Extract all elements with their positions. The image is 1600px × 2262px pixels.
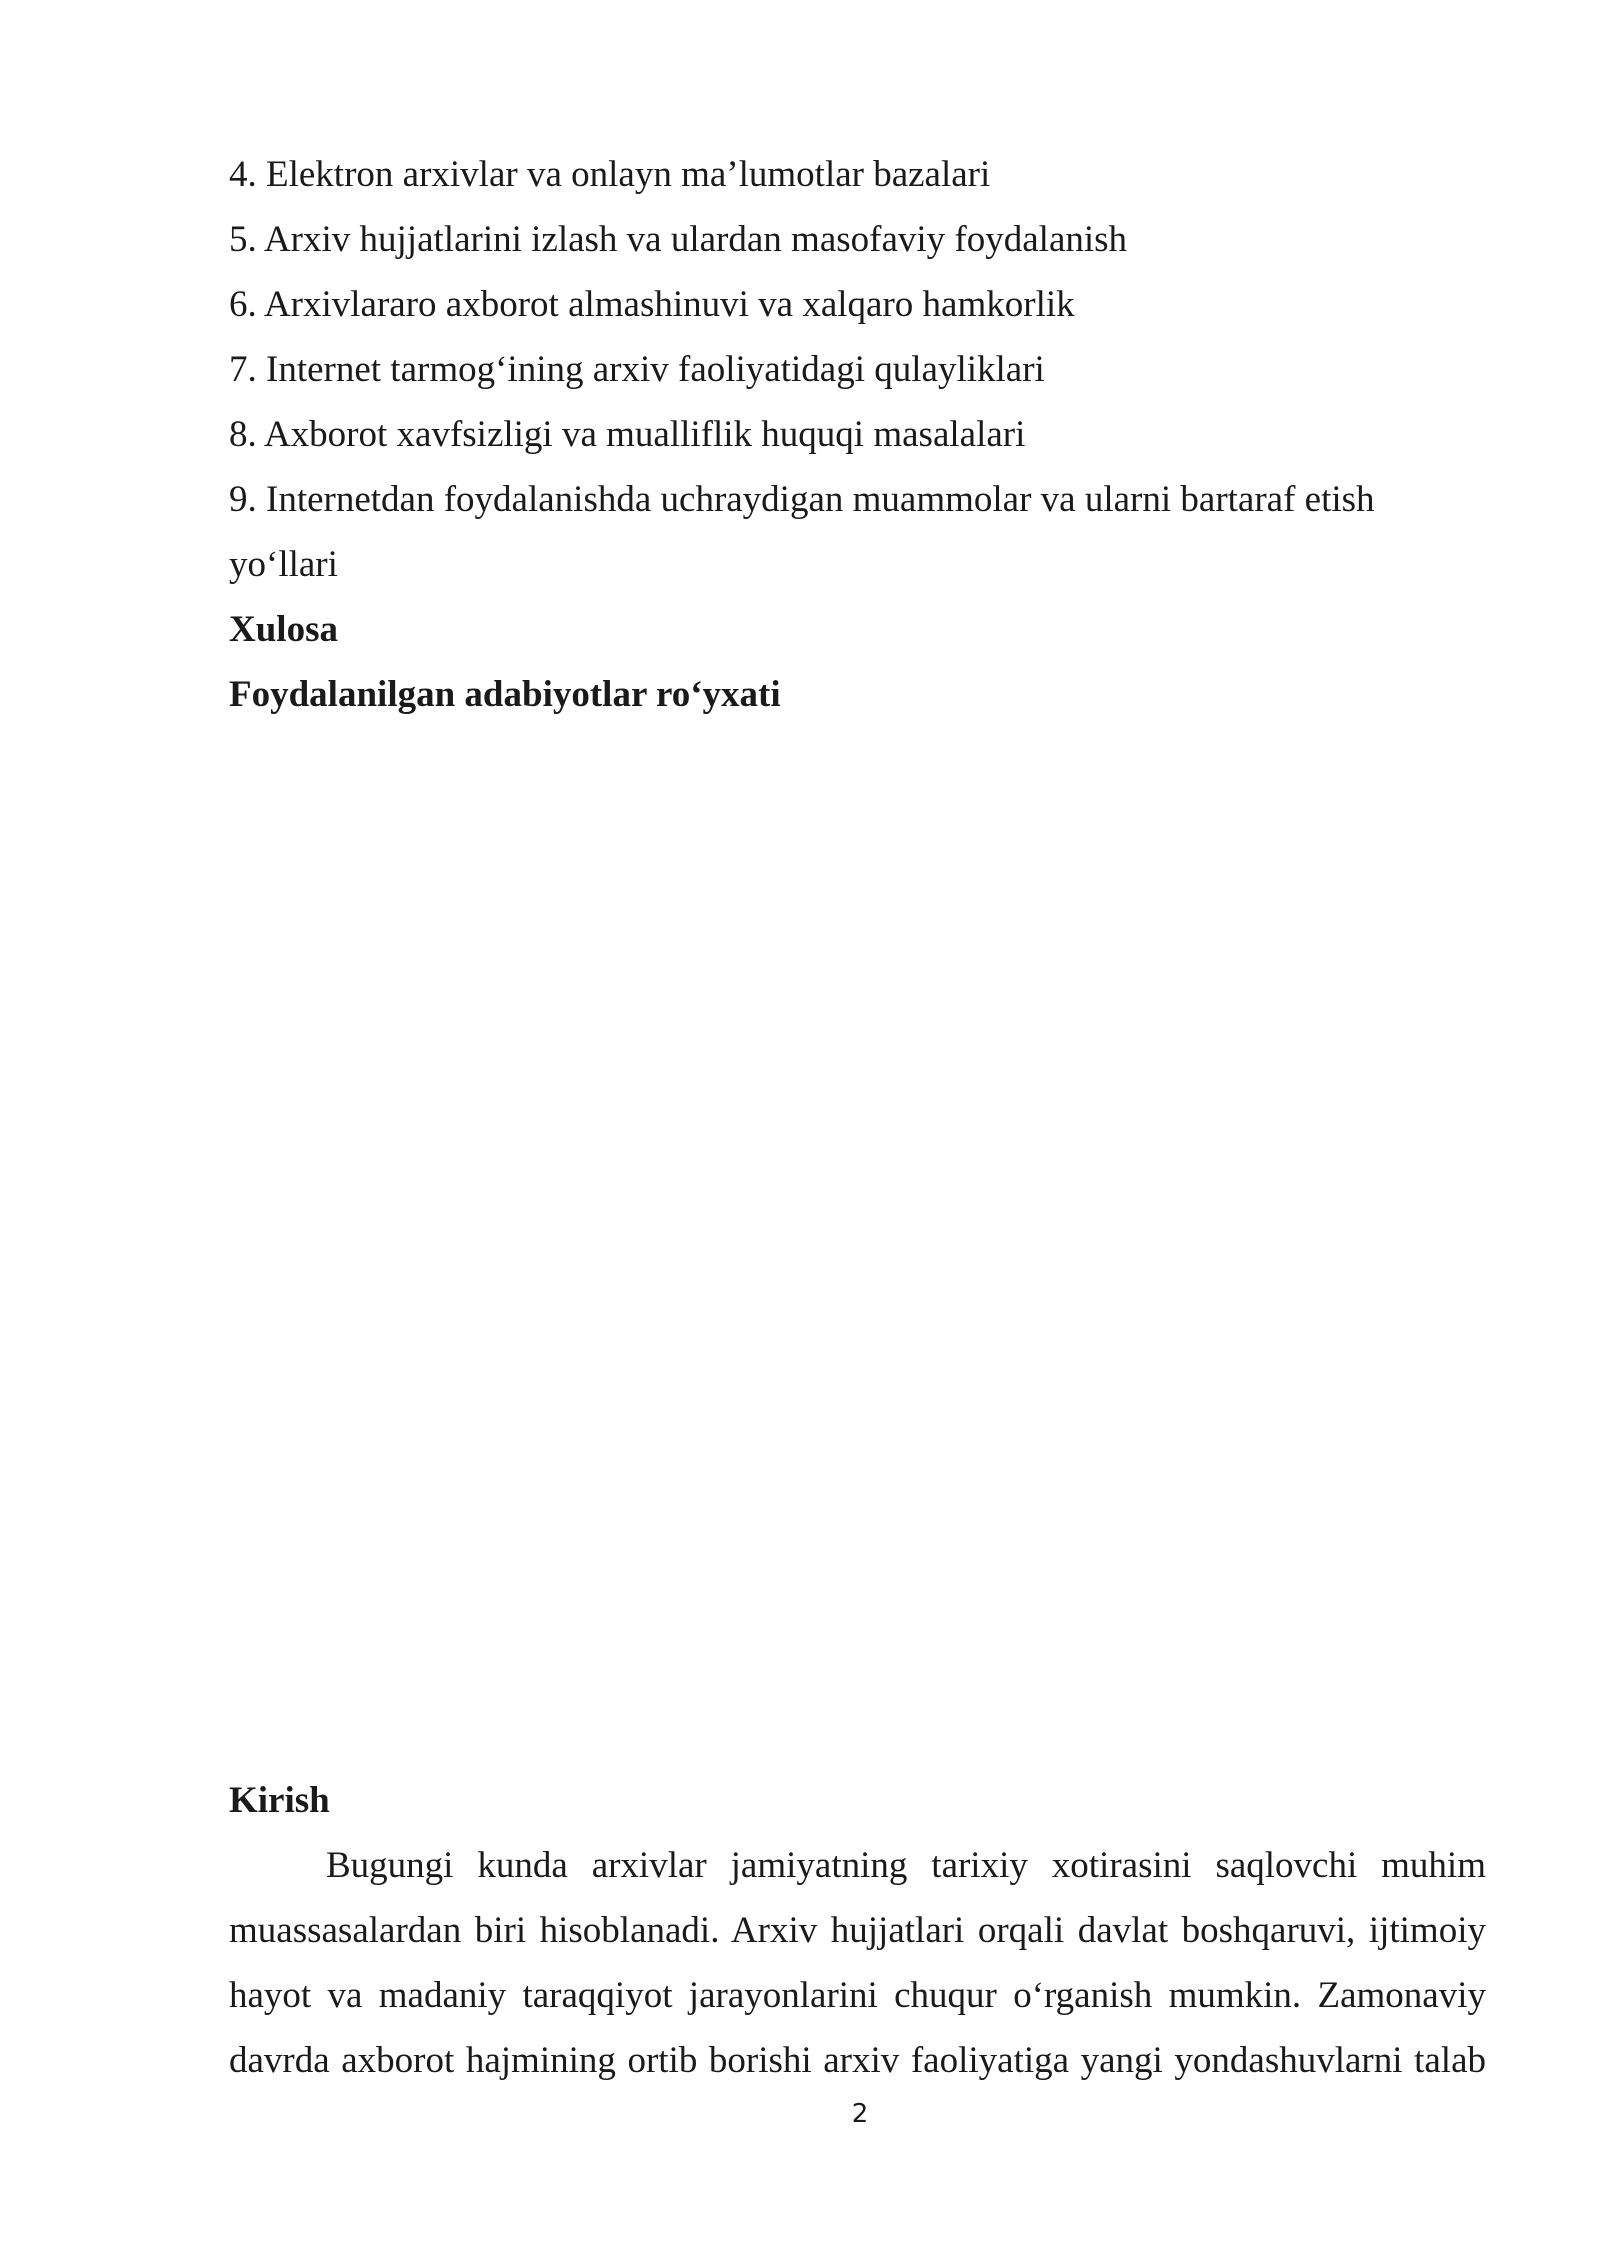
toc-item-9: 9. Internetdan foydalanishda uchraydigan muammolar va ularni bartaraf etish bbox=[229, 479, 1375, 520]
toc-item-9-continued: yo‘llari bbox=[229, 544, 338, 585]
toc-item-8: 8. Axborot xavfsizligi va mualliflik huquqi masalalari bbox=[229, 414, 1026, 455]
intro-paragraph-line-3: hayot va madaniy taraqqiyot jarayonlarini chuqur o‘rganish mumkin. Zamonaviy bbox=[229, 1975, 1486, 2016]
page-number: 2 bbox=[851, 2099, 869, 2129]
toc-item-7: 7. Internet tarmog‘ining arxiv faoliyatidagi qulayliklari bbox=[229, 349, 1045, 390]
toc-item-6: 6. Arxivlararo axborot almashinuvi va xalqaro hamkorlik bbox=[229, 284, 1075, 325]
intro-paragraph-line-1: Bugungi kunda arxivlar jamiyatning tarixiy xotirasini saqlovchi muhim bbox=[326, 1845, 1486, 1886]
toc-references: Foydalanilgan adabiyotlar ro‘yxati bbox=[229, 674, 781, 715]
toc-conclusion: Xulosa bbox=[229, 609, 338, 650]
intro-heading: Kirish bbox=[229, 1780, 330, 1821]
toc-item-4: 4. Elektron arxivlar va onlayn ma’lumotlar bazalari bbox=[229, 154, 991, 195]
intro-paragraph-line-2: muassasalardan biri hisoblanadi. Arxiv hujjatlari orqali davlat boshqaruvi, ijtimoiy bbox=[229, 1910, 1486, 1951]
toc-item-5: 5. Arxiv hujjatlarini izlash va ulardan masofaviy foydalanish bbox=[229, 219, 1128, 260]
intro-paragraph-line-4: davrda axborot hajmining ortib borishi arxiv faoliyatiga yangi yondashuvlarni talab bbox=[229, 2040, 1486, 2081]
